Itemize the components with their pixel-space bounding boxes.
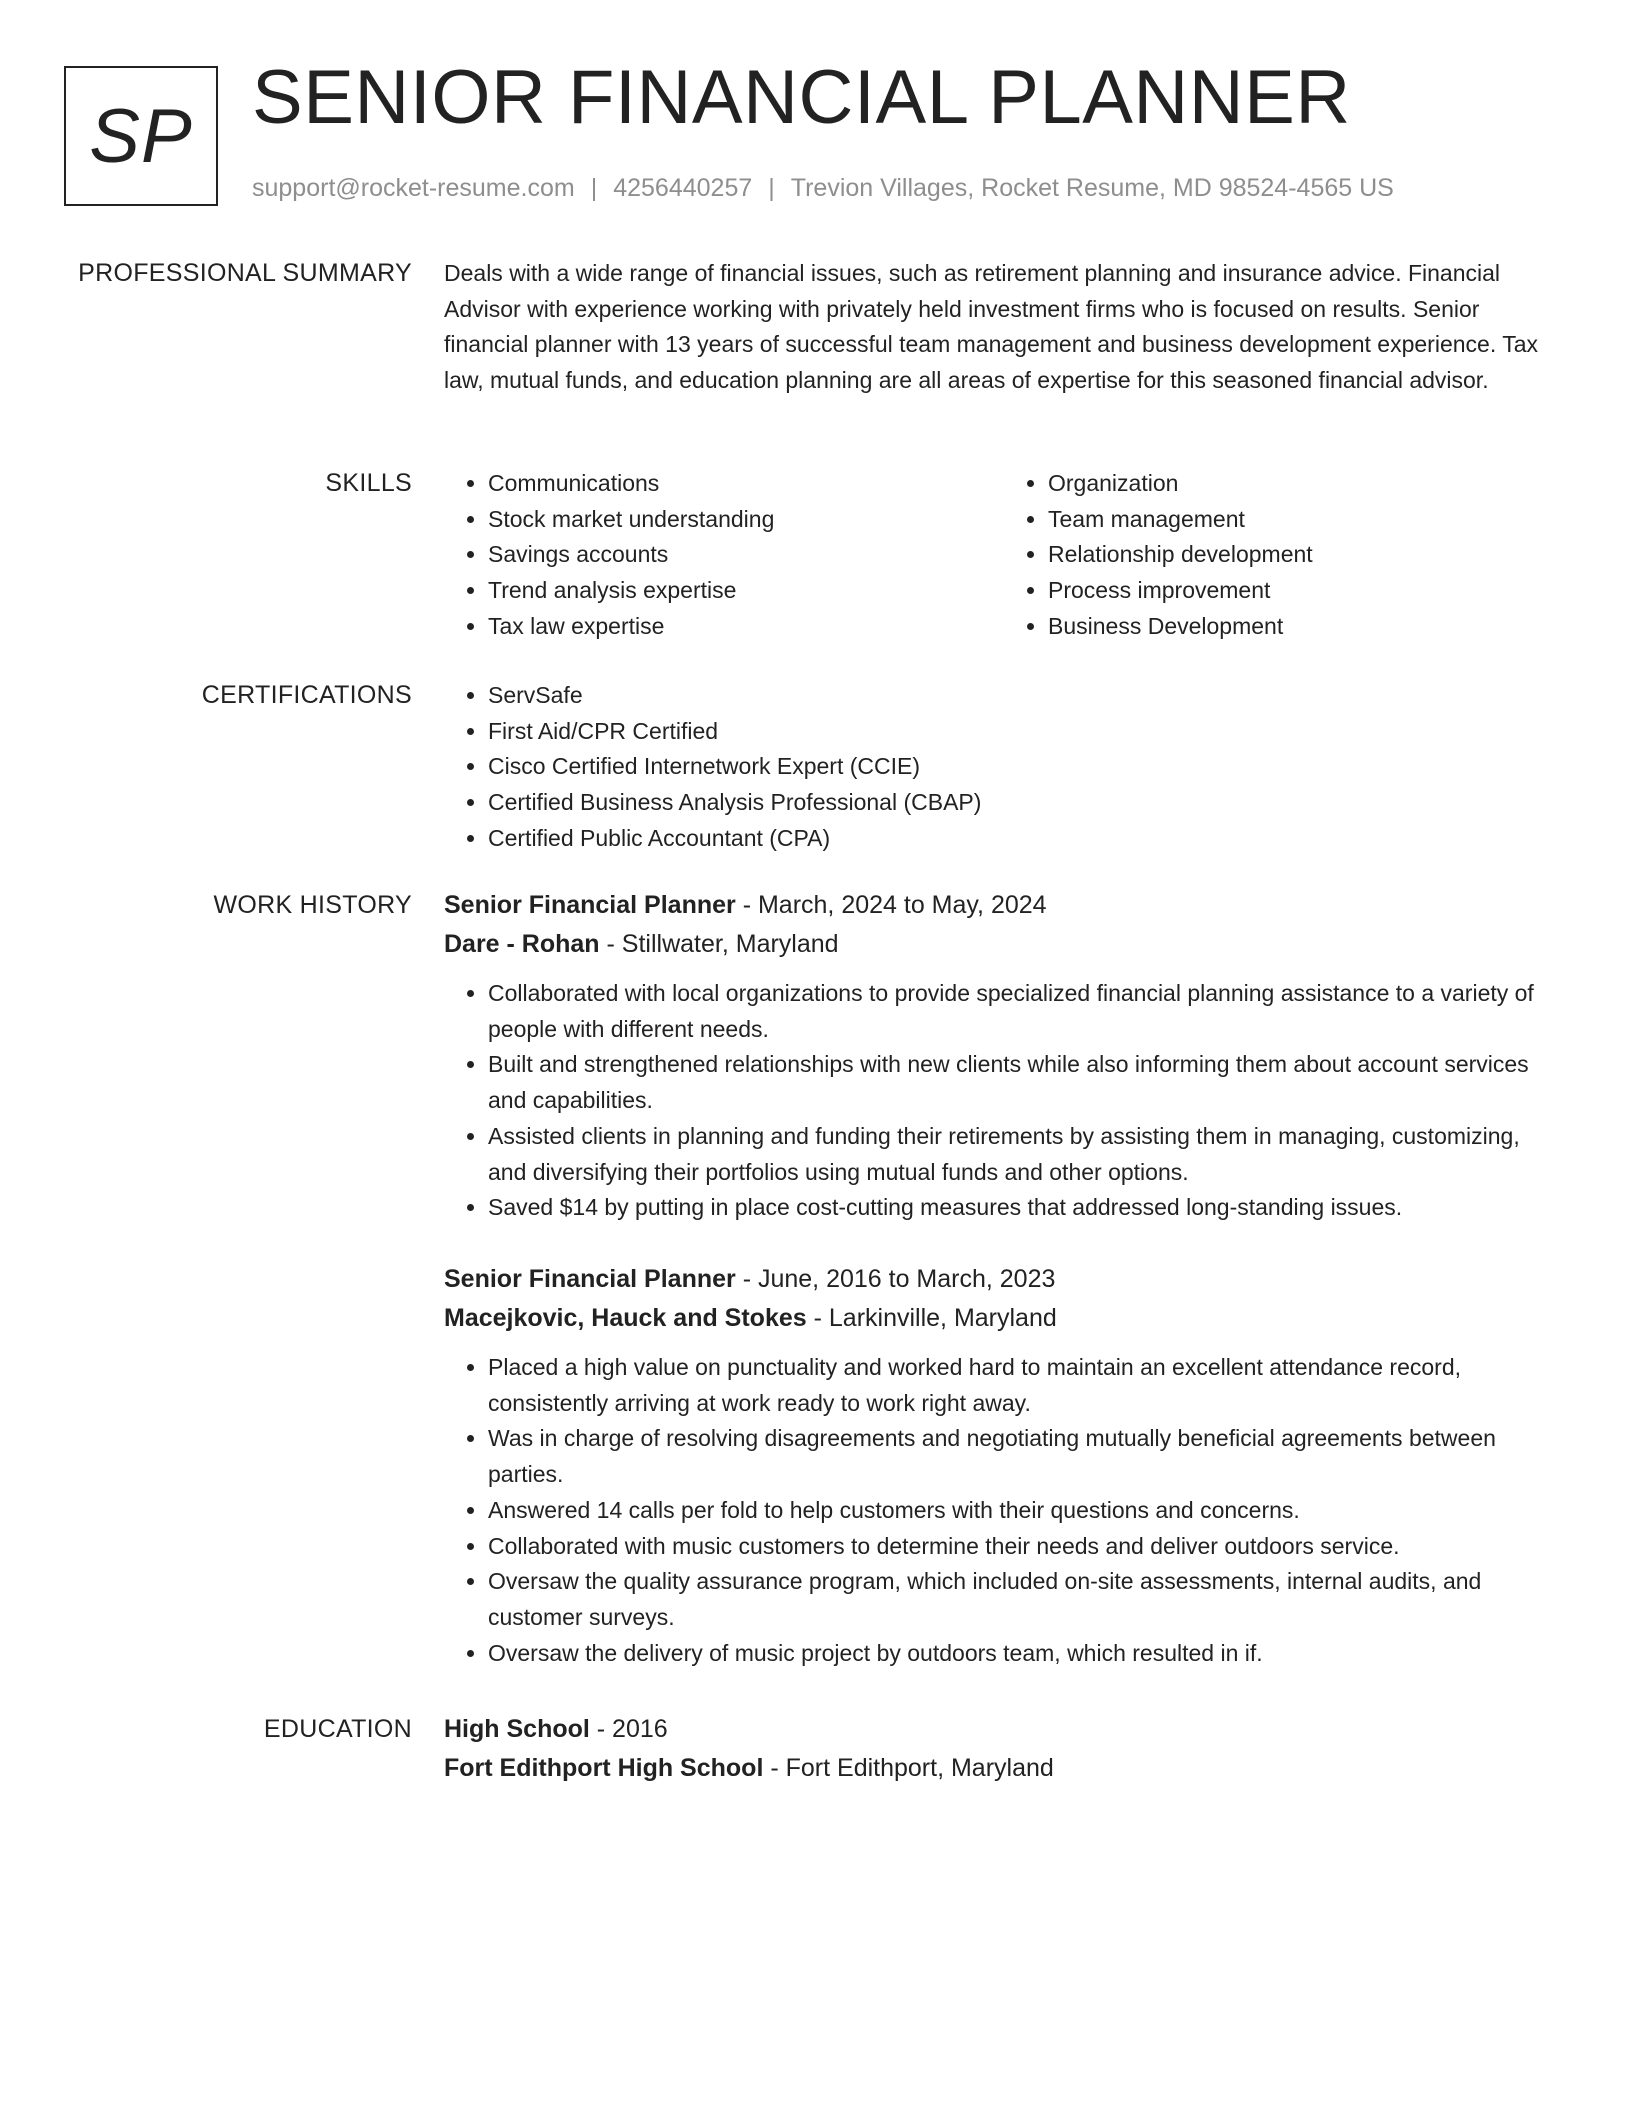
- resume-title: SENIOR FINANCIAL PLANNER: [252, 55, 1351, 140]
- job-duty-item: • Was in charge of resolving disagreements and negotiating mutually beneficial agreements between parties.: [488, 1421, 1564, 1492]
- job-duty-item: • Collaborated with music customers to determine their needs and deliver outdoors service.: [488, 1529, 1564, 1565]
- job-duty-item: • Answered 14 calls per fold to help customers with their questions and concerns.: [488, 1493, 1564, 1529]
- skills-grid: [444, 466, 1564, 645]
- skill-item: • Stock market understanding: [488, 502, 1004, 538]
- job-duty-item: • Placed a high value on punctuality and worked hard to maintain an excellent attendance record, consistently arriving at work ready to work right away.: [488, 1350, 1564, 1421]
- skill-item: • Organization: [1048, 466, 1564, 502]
- job-duty-item: • Collaborated with local organizations to provide specialized financial planning assistance to a variety of people with different needs.: [488, 976, 1564, 1047]
- job-duty-item: • Saved $14 by putting in place cost-cutting measures that addressed long-standing issues.: [488, 1190, 1564, 1226]
- education-heading: EDUCATION: [263, 1715, 412, 1743]
- certifications-body: [444, 678, 1564, 857]
- education-school: Fort Edithport High School: [444, 1754, 764, 1782]
- job-location: - Stillwater, Maryland: [599, 930, 839, 958]
- certification-item: • Certified Public Accountant (CPA): [488, 821, 1564, 857]
- certifications-list: [444, 678, 1564, 857]
- job-company: Macejkovic, Hauck and Stokes: [444, 1304, 807, 1332]
- job-duties: [444, 1350, 1564, 1671]
- skill-item: • Team management: [1048, 502, 1564, 538]
- skills-list-left: [444, 466, 1004, 645]
- education-location: - Fort Edithport, Maryland: [763, 1754, 1054, 1782]
- certification-item: • Certified Business Analysis Professional (CBAP): [488, 785, 1564, 821]
- education-degree-line: [444, 1710, 1564, 1749]
- job-location: - Larkinville, Maryland: [806, 1304, 1057, 1332]
- skill-item: • Relationship development: [1048, 537, 1564, 573]
- skills-list-right: [1004, 466, 1564, 645]
- job-dates: - March, 2024 to May, 2024: [735, 891, 1047, 919]
- monogram-badge: SP: [64, 66, 218, 206]
- skill-item: • Savings accounts: [488, 537, 1004, 573]
- job-title-line: [444, 886, 1564, 925]
- summary-body: [444, 256, 1564, 399]
- job-company-line: [444, 1299, 1564, 1338]
- skill-item: • Tax law expertise: [488, 609, 1004, 645]
- certifications-heading: CERTIFICATIONS: [201, 681, 412, 709]
- education-school-line: [444, 1749, 1564, 1788]
- job-company: Dare - Rohan: [444, 930, 600, 958]
- contact-address: Trevion Villages, Rocket Resume, MD 98524-4565 US: [790, 174, 1394, 202]
- contact-email[interactable]: support@rocket-resume.com: [252, 174, 575, 202]
- job-entry: [444, 1260, 1564, 1671]
- job-dates: - June, 2016 to March, 2023: [735, 1265, 1056, 1293]
- job-duty-item: • Built and strengthened relationships with new clients while also informing them about account services and capabilities.: [488, 1047, 1564, 1118]
- job-company-line: [444, 925, 1564, 964]
- job-title: Senior Financial Planner: [444, 891, 736, 919]
- contact-line: [252, 174, 1394, 203]
- job-title-line: [444, 1260, 1564, 1299]
- education-degree: High School: [444, 1715, 590, 1743]
- certification-item: • ServSafe: [488, 678, 1564, 714]
- job-duty-item: • Oversaw the delivery of music project by outdoors team, which resulted in if.: [488, 1636, 1564, 1672]
- skill-item: • Business Development: [1048, 609, 1564, 645]
- skills-heading: SKILLS: [325, 469, 412, 497]
- education-year: - 2016: [589, 1715, 668, 1743]
- job-duties-list: [444, 976, 1564, 1226]
- education-entry: [444, 1710, 1564, 1788]
- job-duty-item: • Assisted clients in planning and funding their retirements by assisting them in managing, customizing, and diversifying their portfolios using mutual funds and other options.: [488, 1119, 1564, 1190]
- contact-separator: |: [590, 174, 598, 202]
- work-history-heading: WORK HISTORY: [213, 891, 412, 919]
- skill-item: • Communications: [488, 466, 1004, 502]
- summary-text: Deals with a wide range of financial issues, such as retirement planning and insurance advice. Financial Advisor with experience working with privately held investment firms who is focused on results. Senior financial planner with 13 years of successful team management and business development experience. Tax law, mutual funds, and education planning are all areas of expertise for this seasoned financial advisor.: [444, 260, 1538, 394]
- contact-phone[interactable]: 4256440257: [613, 174, 753, 202]
- job-entry: [444, 886, 1564, 1226]
- certification-item: • First Aid/CPR Certified: [488, 714, 1564, 750]
- job-duties: [444, 976, 1564, 1226]
- certification-item: • Cisco Certified Internetwork Expert (CCIE): [488, 749, 1564, 785]
- job-duty-item: • Oversaw the quality assurance program, which included on-site assessments, internal audits, and customer surveys.: [488, 1564, 1564, 1635]
- summary-heading: PROFESSIONAL SUMMARY: [78, 259, 412, 287]
- job-duties-list: [444, 1350, 1564, 1671]
- skill-item: • Process improvement: [1048, 573, 1564, 609]
- contact-separator: |: [768, 174, 775, 202]
- job-title: Senior Financial Planner: [444, 1265, 736, 1293]
- skill-item: • Trend analysis expertise: [488, 573, 1004, 609]
